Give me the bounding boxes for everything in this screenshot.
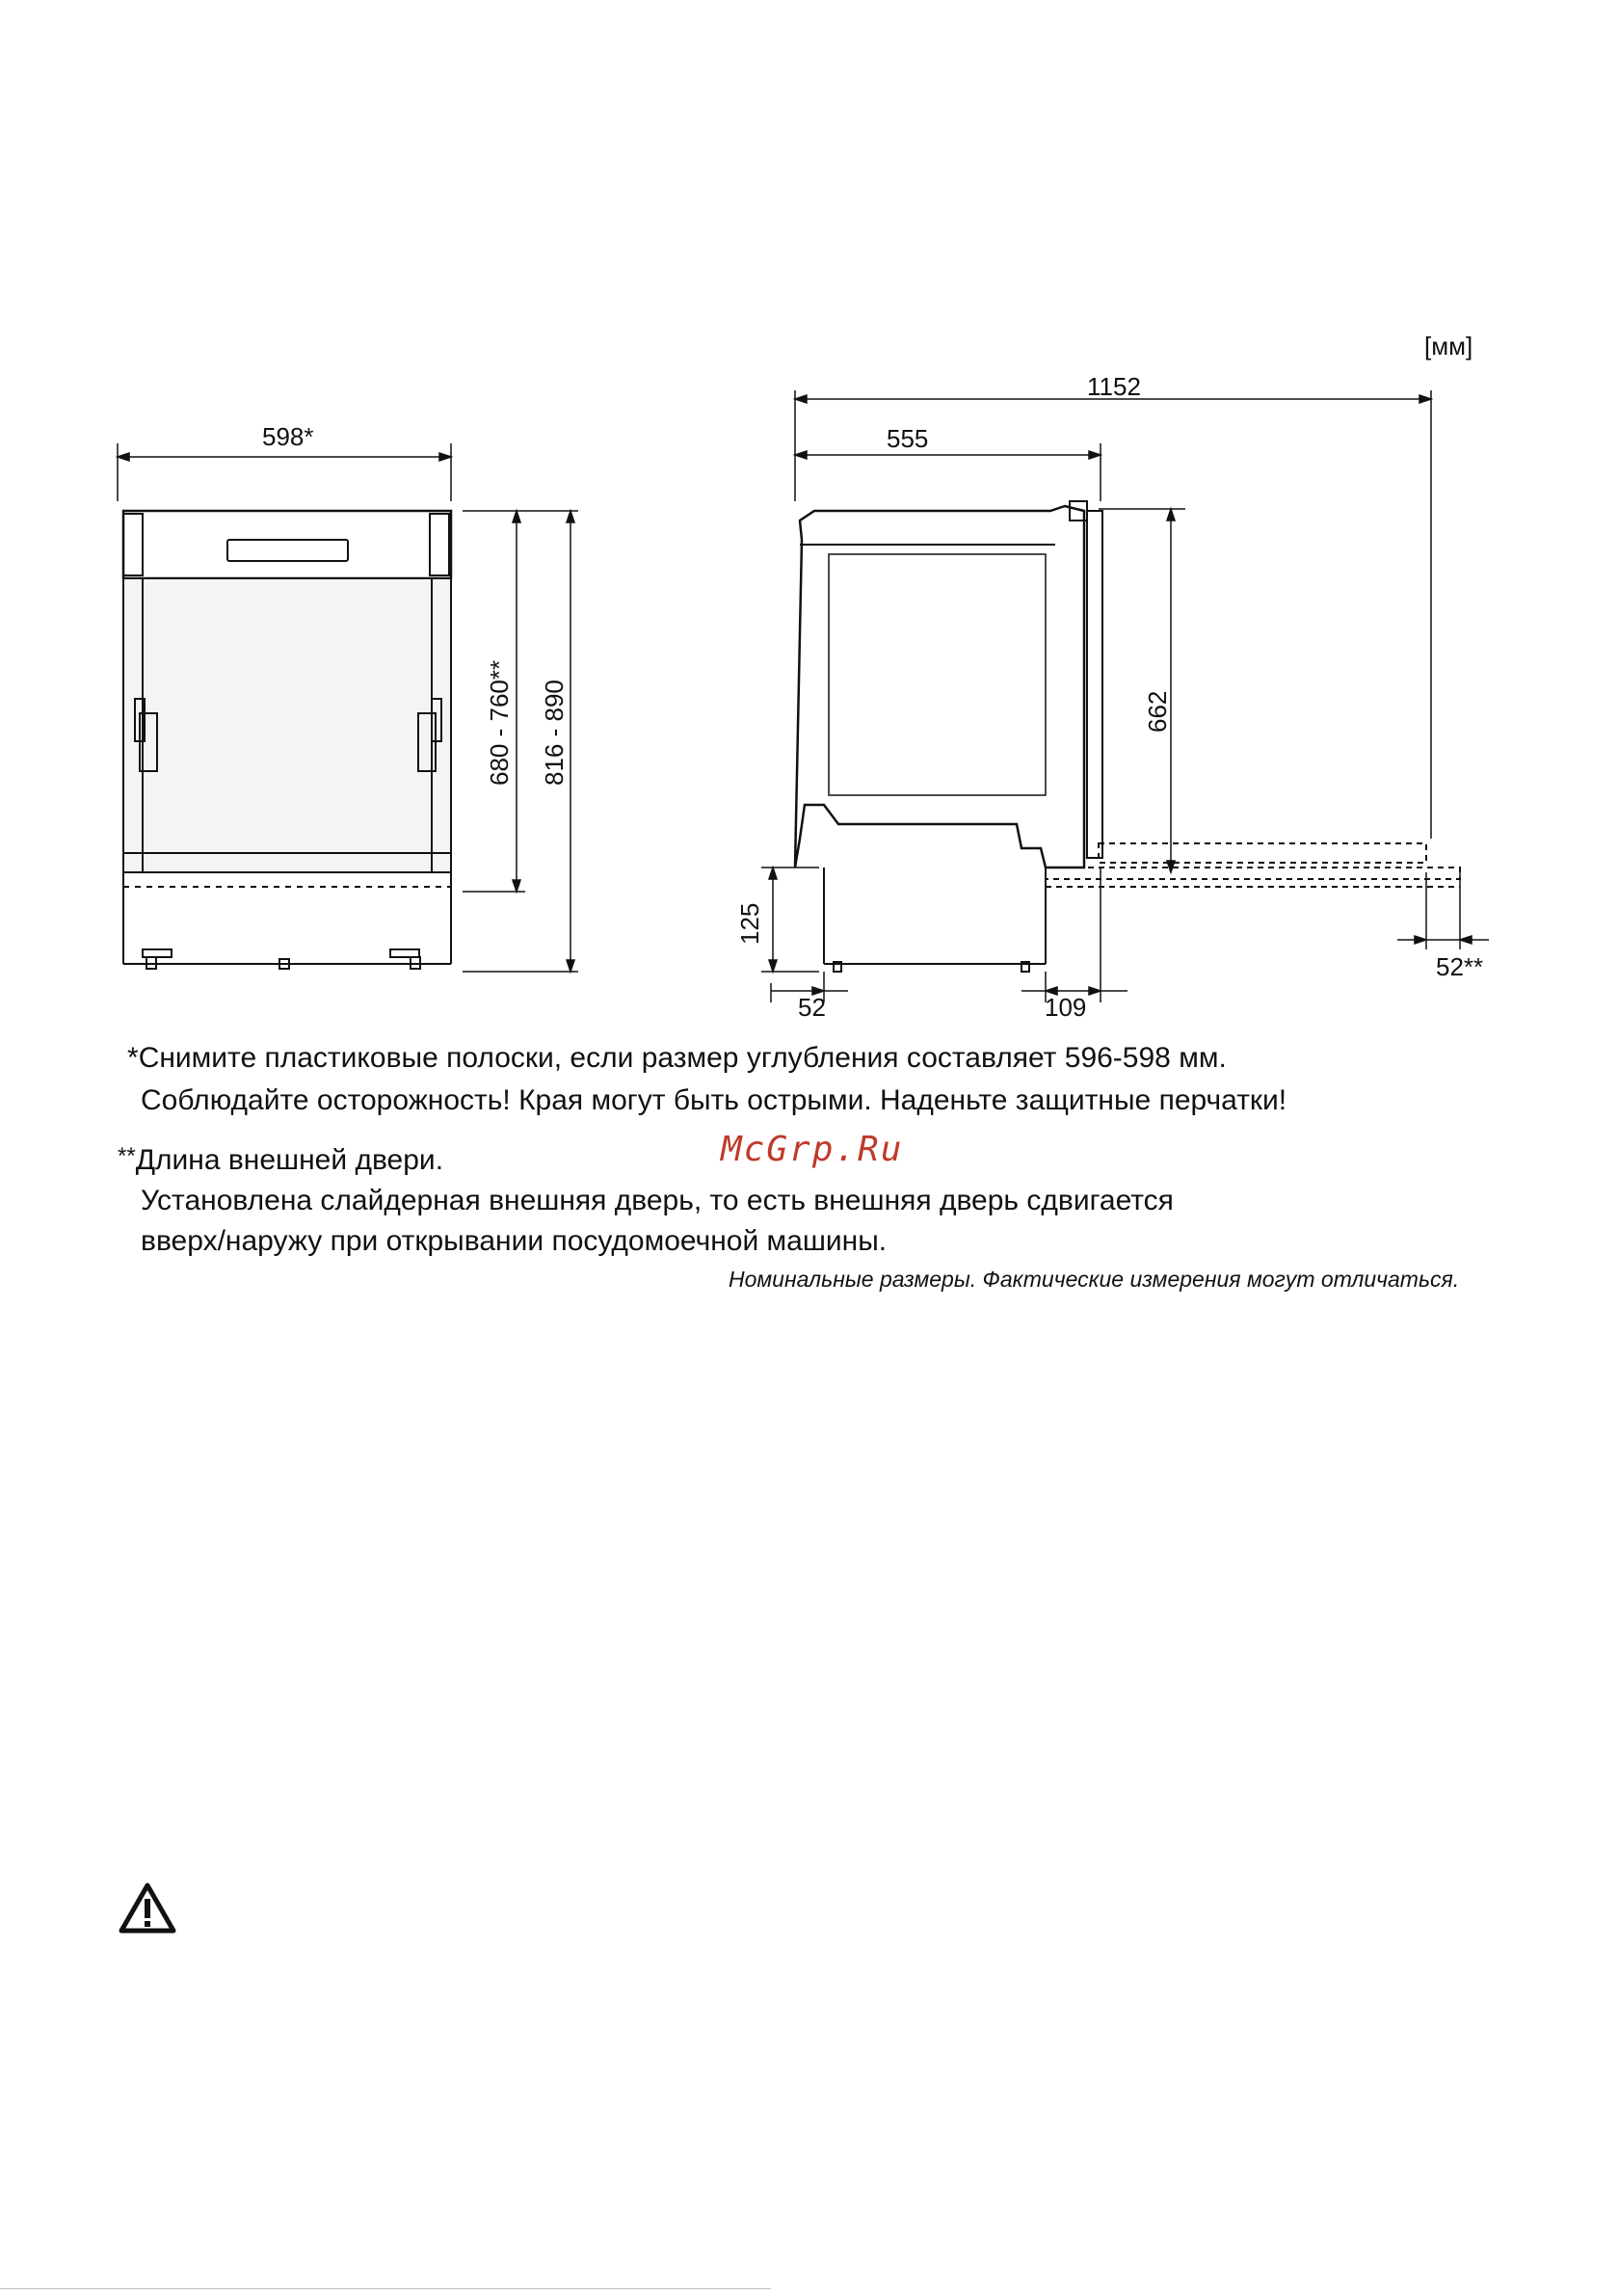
dim-plinth-height: 125 xyxy=(735,902,764,945)
dimension-drawing xyxy=(0,0,1618,1022)
note-2-line-2: Установлена слайдерная внешняя дверь, то есть внешняя дверь сдвигается xyxy=(141,1185,1174,1216)
note-1 xyxy=(127,1041,1227,1076)
note-2-line-3-wrap xyxy=(141,1224,887,1259)
dim-height-range: 816 - 890 xyxy=(540,680,569,786)
note-1-line-2-wrap xyxy=(141,1083,1286,1118)
dim-total-depth: 1152 xyxy=(1087,372,1141,401)
note-1-line-2: Соблюдайте осторожность! Края могут быть острыми. Наденьте защитные перчатки! xyxy=(141,1084,1287,1116)
dim-foot-offset: 52 xyxy=(798,993,826,1022)
disclaimer: Номинальные размеры. Фактические измерения могут отличаться. xyxy=(729,1267,1460,1292)
front-view-outline xyxy=(123,511,451,969)
note-2-line-1: Длина внешней двери. xyxy=(135,1144,444,1176)
dim-body-depth: 555 xyxy=(887,424,929,453)
dim-front-width: 598* xyxy=(262,422,314,451)
footer-rule xyxy=(0,2288,771,2289)
note-2-line-2-wrap xyxy=(141,1184,1174,1218)
note-2-line-3: вверх/наружу при открывании посудомоечной машины. xyxy=(141,1225,888,1257)
note-2-mark: ** xyxy=(118,1143,136,1169)
units-label: [мм] xyxy=(1424,332,1473,360)
dim-rear-offset: 109 xyxy=(1045,993,1087,1022)
watermark: McGrp.Ru xyxy=(721,1130,904,1169)
warning-triangle-icon xyxy=(118,1882,177,1936)
note-1-mark: * xyxy=(127,1042,139,1074)
note-2 xyxy=(118,1143,443,1178)
dim-door-range: 680 - 760** xyxy=(485,659,514,786)
note-1-line-1: Снимите пластиковые полоски, если размер углубления составляет 596-598 мм. xyxy=(138,1042,1227,1074)
side-view-outline xyxy=(795,501,1460,972)
side-dimension-lines xyxy=(761,390,1489,1002)
dim-door-extension: 52** xyxy=(1436,952,1484,981)
dim-height: 662 xyxy=(1143,690,1172,733)
